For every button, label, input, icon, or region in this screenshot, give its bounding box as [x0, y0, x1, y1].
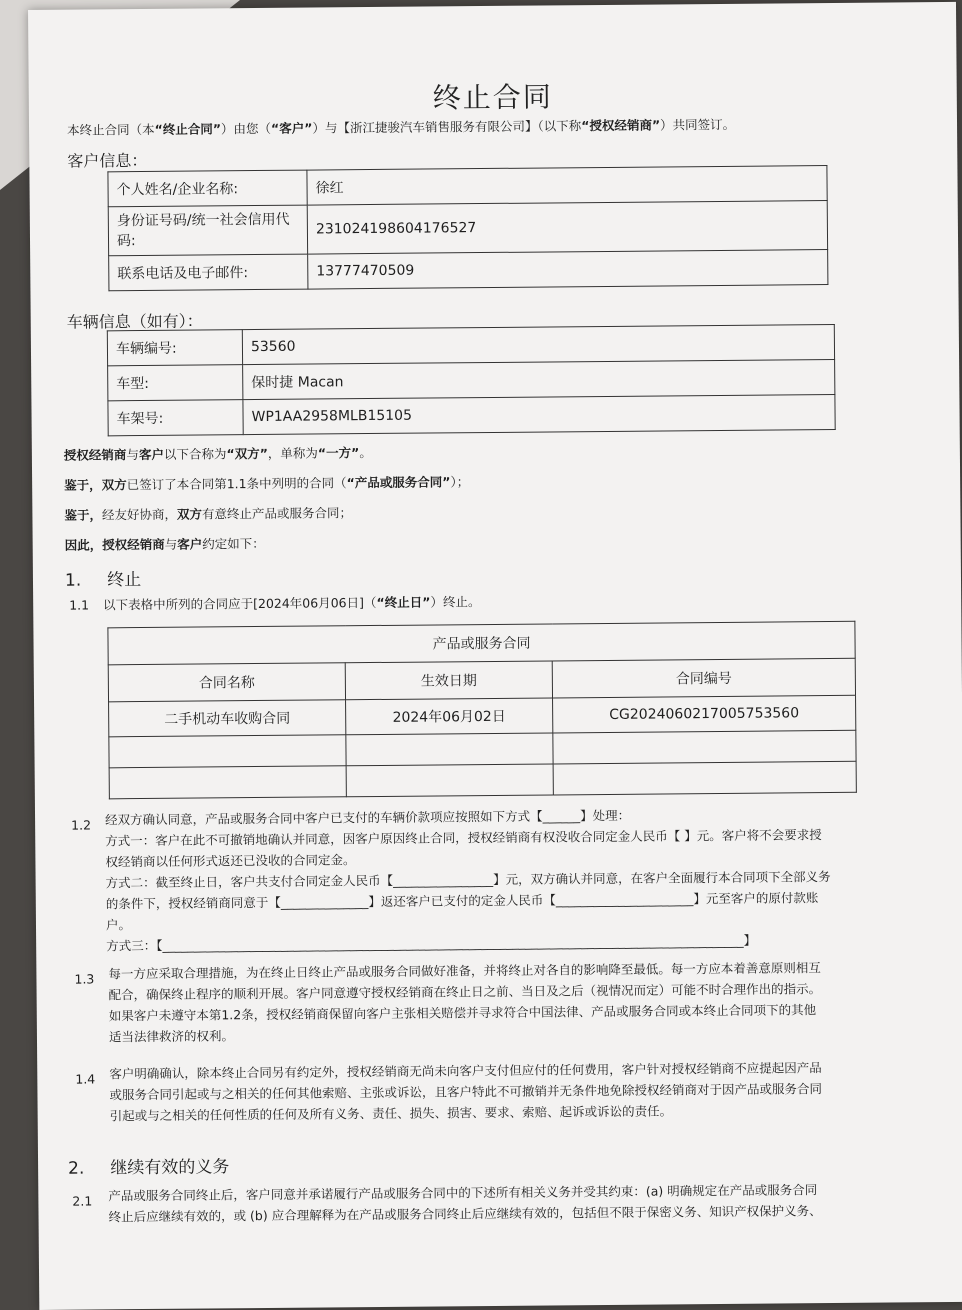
customer-id-label: 身份证号码/统一社会信用代码:	[108, 205, 307, 256]
vehicle-number-label: 车辆编号:	[107, 330, 242, 366]
clause-1-4-number: 1.4	[75, 1071, 96, 1087]
intro-bold: “客户”	[270, 120, 313, 136]
recital-therefore	[65, 534, 265, 556]
clause-line: 户。	[105, 917, 132, 933]
contract-table	[107, 621, 856, 800]
recital-bold: 双方	[176, 506, 203, 522]
vehicle-vin-label: 车架号:	[108, 400, 243, 436]
clause-line: 如果客户未遵守本第1.2条，授权经销商保留向客户主张相关赔偿并寻求符合中国法律、产品或服务合同或本终止合同项下的其他	[108, 1002, 817, 1024]
column-header: 生效日期	[345, 661, 552, 700]
clause-1-2	[105, 803, 831, 956]
recital-whereas-2	[64, 503, 352, 526]
customer-id-value: 231024198604176527	[307, 201, 827, 255]
clause-1-2-number: 1.2	[71, 817, 92, 833]
section-2-heading	[68, 1152, 229, 1178]
table-cell	[109, 735, 346, 768]
table-cell: 二手机动车收购合同	[109, 700, 346, 737]
clause-1-3-number: 1.3	[74, 971, 95, 987]
recital-text: 。	[359, 445, 372, 461]
contract-table-caption: 产品或服务合同	[108, 621, 855, 665]
table-cell	[346, 764, 553, 797]
table-row	[109, 250, 828, 291]
recital-bold: “产品或服务合同”	[346, 474, 451, 491]
clause-line: 的条件下，授权经销商同意于【______________】返还客户已支付的定金人民币【______________________】元至客户的原付款账	[105, 890, 819, 912]
clause-line: 客户明确确认，除本终止合同另有约定外，授权经销商无尚未向客户支付但应付的任何费用，客户针对授权经销商不应提起因产品	[109, 1060, 822, 1082]
column-header: 合同名称	[108, 663, 345, 702]
table-cell	[553, 761, 856, 795]
recital-text: 经友好协商，	[101, 506, 178, 523]
intro-bold: “终止合同”	[154, 121, 222, 137]
vehicle-vin-value: WP1AA2958MLB15105	[243, 394, 835, 434]
table-row	[109, 761, 856, 799]
vehicle-heading: 车辆信息（如有）：	[66, 311, 203, 332]
recital-text: 约定如下：	[202, 535, 265, 552]
customer-phone-value: 13777470509	[308, 250, 828, 290]
recital-whereas-1	[64, 472, 469, 496]
recital-bold: 鉴于，	[64, 507, 102, 523]
clause-line: 或服务合同引起或与之相关的任何其他索赔、主张或诉讼，且客户特此不可撤销并无条件地免除授权经销商对于因产品或服务合同	[109, 1081, 823, 1103]
recital-bold: “双方”	[226, 445, 268, 462]
clause-1-1	[69, 592, 480, 616]
customer-name-label: 个人姓名/企业名称:	[108, 170, 307, 207]
section-number: 1.	[64, 570, 82, 591]
section-title: 继续有效的义务	[110, 1157, 230, 1179]
recital-text: 与	[164, 536, 178, 552]
customer-phone-label: 联系电话及电子邮件:	[109, 254, 308, 291]
recital-text: ，单称为	[267, 445, 318, 461]
clause-2-1-number: 2.1	[72, 1193, 93, 1209]
clause-line: 权经销商以任何形式返还已没收的合同定金。	[105, 852, 356, 870]
clause-line: 引起或与之相关的任何性质的任何及所有义务、责任、损失、损害、要求、索赔、起诉或诉讼的责任。	[109, 1103, 673, 1124]
table-cell	[553, 730, 856, 764]
recital-bold: “一方”	[317, 445, 360, 461]
clause-line: 方式二：截至终止日，客户共支付合同定金人民币【________________】元，双方确认并同意，在客户全面履行本合同项下全部义务	[105, 869, 831, 891]
section-title: 终止	[107, 570, 142, 591]
customer-heading: 客户信息：	[67, 150, 148, 171]
recital-text: 以下合称为	[163, 446, 227, 462]
clause-line: 方式一：客户在此不可撤销地确认并同意，因客户原因终止合同，授权经销商有权没收合同定金人民币【 】元。客户将不会要求授	[105, 827, 822, 849]
clause-number: 1.1	[69, 597, 90, 613]
table-cell	[346, 733, 553, 766]
intro-text: 本终止合同（本	[66, 121, 155, 138]
clause-line: 每一方应采取合理措施，为在终止日终止产品或服务合同做好准备，并将终止对各自的影响降至最低。每一方应本着善意原则相互	[108, 960, 821, 982]
table-cell	[109, 766, 346, 799]
customer-info-table	[107, 165, 828, 291]
recital-bold: 因此，授权经销商	[64, 536, 165, 553]
recital-bold: 双方	[101, 477, 127, 493]
recital-text: 有意终止产品或服务合同；	[201, 505, 353, 522]
intro-text: ）共同签订。	[660, 116, 736, 133]
recital-bold: 客户	[138, 446, 164, 463]
document-page	[28, 2, 962, 1310]
table-cell: 2024年06月02日	[346, 698, 553, 735]
recital-text: 与	[126, 447, 139, 463]
vehicle-model-label: 车型:	[108, 365, 243, 401]
customer-name-value: 徐红	[307, 166, 827, 206]
clause-text: 以下表格中所列的合同应于[2024年06月06日]（	[103, 594, 377, 613]
clause-1-4	[109, 1057, 822, 1126]
clause-line: 经双方确认同意，产品或服务合同中客户已支付的车辆价款项应按照如下方式【______】处理：	[105, 807, 631, 828]
recital-parties	[64, 443, 372, 466]
clause-line: 配合，确保终止程序的顺利开展。客户同意遵守授权经销商在终止日之前、当日及之后（视情况而定）可能不时合理作出的指示。	[108, 981, 822, 1003]
recital-text: ）；	[450, 474, 470, 490]
clause-2-1	[108, 1179, 821, 1227]
clause-line: 适当法律救济的权利。	[108, 1028, 235, 1045]
vehicle-info-table	[107, 324, 836, 436]
recital-bold: 鉴于，	[64, 477, 102, 493]
intro-text: ）由您（	[220, 120, 272, 137]
vehicle-number-value: 53560	[242, 324, 834, 364]
intro-bold: “授权经销商”	[581, 117, 661, 134]
recital-bold: 客户	[177, 536, 203, 552]
clause-line: 产品或服务合同终止后，客户同意并承诺履行产品或服务合同中的下述所有相关义务并受其约束：(a) 明确规定在产品或服务合同	[108, 1182, 818, 1204]
clause-text: ）终止。	[430, 594, 481, 610]
recital-text: 已签订了本合同第1.1条中列明的合同（	[126, 475, 347, 493]
column-header: 合同编号	[552, 658, 855, 698]
section-1-heading	[65, 565, 141, 591]
intro-text: ）与【浙江捷骏汽车销售服务有限公司】（以下称	[312, 118, 582, 136]
vehicle-model-value: 保时捷 Macan	[243, 359, 835, 399]
document-title: 终止合同	[432, 80, 553, 115]
recital-bold: 授权经销商	[63, 447, 127, 463]
section-number: 2.	[68, 1158, 85, 1179]
clause-line: 终止后应继续有效的，或 (b) 应合理解释为在产品或服务合同终止后应继续有效的，包括但不限于保密义务、知识产权保护义务、	[108, 1203, 822, 1225]
table-cell: CG2024060217005753560	[553, 695, 856, 733]
clause-1-3	[108, 957, 821, 1047]
table-row	[108, 201, 827, 256]
clause-bold: “终止日”	[376, 594, 431, 610]
clause-line: 方式三：【_____________________________________________________________________________________________】	[106, 932, 757, 954]
table-row	[108, 394, 835, 435]
